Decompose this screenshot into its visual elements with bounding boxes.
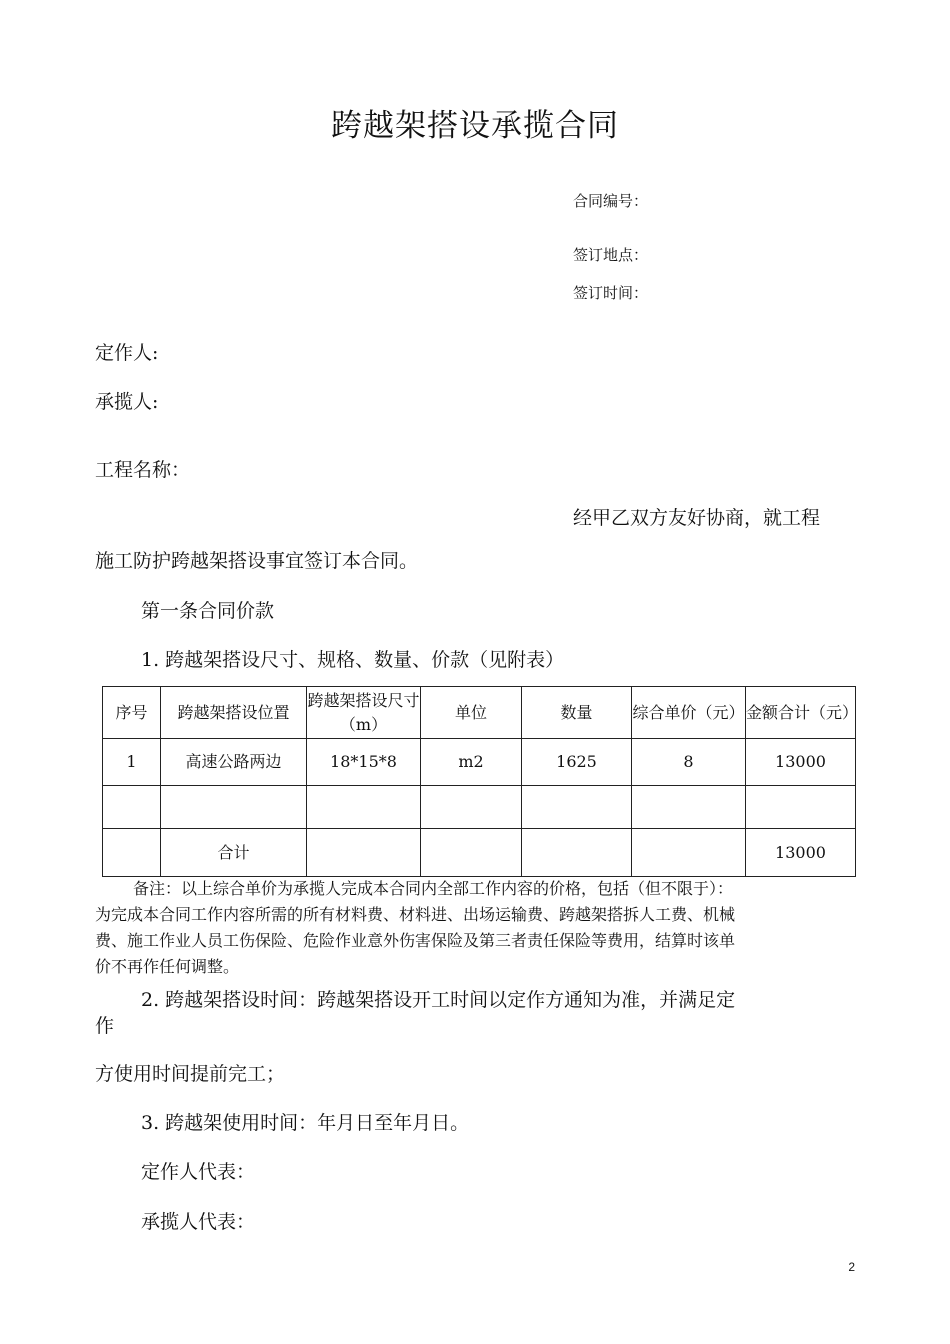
contract-number-label: 合同编号：	[573, 192, 649, 210]
header-cell: 序号	[103, 687, 161, 739]
document-title: 跨越架搭设承揽合同	[331, 108, 619, 144]
project-name-label: 工程名称：	[95, 459, 191, 481]
note-line: 备注：以上综合单价为承揽人完成本合同内全部工作内容的价格，包括（但不限于）：	[133, 879, 734, 898]
header-cell: 综合单价（元）	[632, 687, 746, 739]
table-cell	[421, 829, 522, 877]
table-row	[103, 739, 856, 786]
table-cell: 高速公路两边	[161, 739, 307, 786]
note-line: 为完成本合同工作内容所需的所有材料费、材料进、出场运输费、跨越架搭拆人工费、机械	[95, 905, 736, 924]
table-cell: 8	[632, 739, 746, 786]
header-cell: 单位	[421, 687, 522, 739]
owner-label: 定作人:	[95, 342, 159, 364]
contractor-label: 承揽人:	[95, 391, 159, 413]
header-cell: 跨越架搭设位置	[161, 687, 307, 739]
table-cell	[632, 786, 746, 829]
item-2-line-1: 2. 跨越架搭设时间：跨越架搭设开工时间以定作方通知为准，并满足定	[141, 989, 736, 1011]
note-line: 价不再作任何调整。	[95, 957, 240, 976]
table-cell	[103, 829, 161, 877]
page-number: 2	[848, 1260, 855, 1274]
table-cell	[522, 786, 632, 829]
table-cell	[746, 786, 856, 829]
total-label: 合计	[161, 829, 307, 877]
table-cell: 1625	[522, 739, 632, 786]
header-cell: 跨越架搭设尺寸（m）	[307, 687, 421, 739]
table-note	[95, 876, 863, 980]
table-cell: 18*15*8	[307, 739, 421, 786]
header-cell: 金额合计（元）	[746, 687, 856, 739]
table-total-row	[103, 829, 856, 877]
table-header-row	[103, 687, 856, 739]
header-cell: 数量	[522, 687, 632, 739]
table-cell	[161, 786, 307, 829]
total-amount: 13000	[746, 829, 856, 877]
table-cell	[307, 829, 421, 877]
article-1-item-1: 1. 跨越架搭设尺寸、规格、数量、价款（见附表）	[141, 649, 565, 671]
table-cell	[522, 829, 632, 877]
sign-time-label: 签订时间：	[573, 284, 649, 302]
owner-representative-label: 定作人代表：	[141, 1161, 256, 1183]
table-row-empty	[103, 786, 856, 829]
note-line: 费、施工作业人员工伤保险、危险作业意外伤害保险及第三者责任保险等费用，结算时该单	[95, 931, 736, 950]
item-2-line-3: 方使用时间提前完工；	[95, 1063, 286, 1085]
table-cell: 13000	[746, 739, 856, 786]
table-cell	[103, 786, 161, 829]
intro-line-1: 经甲乙双方友好协商，就工程	[573, 507, 821, 529]
sign-place-label: 签订地点：	[573, 246, 649, 264]
table-cell: m2	[421, 739, 522, 786]
item-2-line-2: 作	[95, 1015, 115, 1037]
item-3: 3. 跨越架使用时间：年月日至年月日。	[141, 1112, 470, 1134]
intro-line-2: 施工防护跨越架搭设事宜签订本合同。	[95, 550, 419, 572]
table-cell	[421, 786, 522, 829]
table-cell	[632, 829, 746, 877]
table-cell	[307, 786, 421, 829]
price-table	[102, 686, 859, 877]
contractor-representative-label: 承揽人代表：	[141, 1211, 256, 1233]
article-1-heading: 第一条合同价款	[141, 600, 275, 622]
table-cell: 1	[103, 739, 161, 786]
